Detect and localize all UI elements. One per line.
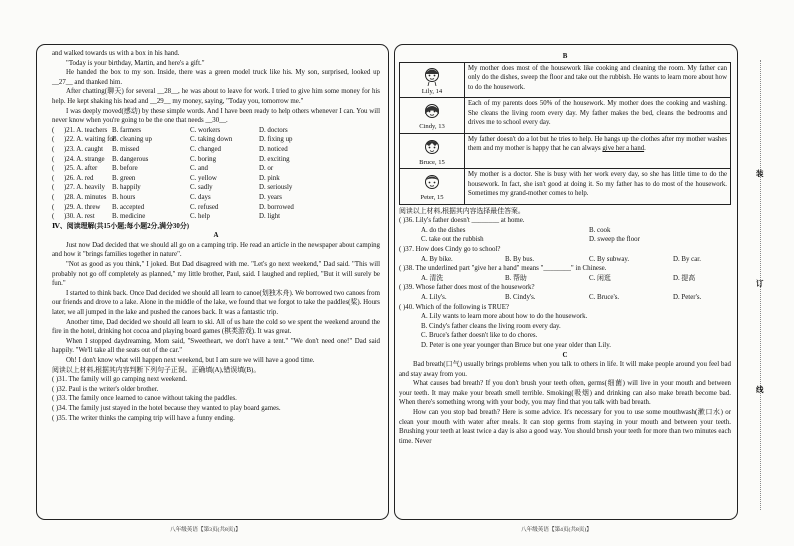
mc-options: A. 清洗 B. 帮助 C. 闲逛 D. 提高 (421, 274, 696, 282)
passage-paragraph: Another time, Dad decided we should all learn to ski. All of us hate the cold so we spent the weekend around the fire in the hotel, drinking hot cocoa and playing board games (棋类游戏). It was great. (52, 318, 380, 336)
person-cell (400, 133, 465, 169)
person-text: My mother is a doctor. She is busy with her work every day, so she has little time to do the housework. In fact, she isn't good at doing it. So my father has to do most of the housework. Sometimes my grand-mother comes to help. (465, 169, 731, 205)
person-name: Cindy, 13 (419, 123, 445, 131)
cloze-paragraph: He handed the box to my son. Inside, there was a green model truck like his. My son, surprised, looked up __27__ and thanked him. (52, 69, 380, 86)
choice-row: ( )21. A. teachers B. farmers C. workers D. doctors (52, 126, 288, 134)
binding-margin-char: 线 (756, 385, 764, 394)
passage-paragraph: Bad breath(口气) usually brings problems when you talk to others in life. It will make people around you feel bad and stay away from you. (399, 361, 731, 378)
binding-margin-char: 装 (756, 169, 764, 178)
person-text: Each of my parents does 50% of the housework. My mother does the cooking and washing. She cleans the living room every day. My father makes the bed, cleans the bedrooms and drives me to school every day. (465, 98, 731, 134)
mc-question: ( )38. The underlined part "give her a hand" means "________" in Chinese. (399, 265, 607, 273)
person-name: Peter, 15 (420, 194, 444, 202)
person-cell (400, 98, 465, 134)
passage-paragraph: Just now Dad decided that we should all go on a camping trip. He read an article in the newspaper about camping and how it "brings families together in nature". (52, 241, 380, 259)
person-cell (400, 62, 465, 98)
choice-row: ( )22. A. waiting for B. cleaning up C. taking down D. fixing up (52, 136, 293, 144)
cloze-paragraph: and walked towards us with a box in his hand. (52, 50, 180, 57)
person-name: Bruce, 15 (419, 158, 445, 166)
choice-row: ( )26. A. red B. green C. yellow D. pink (52, 174, 280, 182)
passage-label: C (562, 351, 568, 359)
question-instruction: 阅读以上材料,根据其内容判断下列句子正误。正确填(A),错误填(B)。 (52, 366, 261, 374)
mc-question: ( )39. Whose father does most of the housework? (399, 284, 535, 292)
person-text: My father doesn't do a lot but he tries to help. He hangs up the clothes after my mother washes them and my mother is happy that he can always give her a hand. (465, 133, 731, 169)
cloze-paragraph: After chatting(聊天) for several __28__, he was about to leave for work. I tried to give him some money for his help. He kept shaking his head and __29__ my money, saying, "Today you, tomorrow me." (52, 88, 380, 105)
girl-face-icon (421, 101, 443, 121)
passage-paragraph: I started to think back. Once Dad decided we should all learn to canoe(划独木舟). We borrowed two canoes from our friends and drove to a lake. Alone in the middle of the lake, we found that we forgot to take the paddles(桨). Hours later, we all jumped in the lake and pushed the canoes back. It was a fantastic trip. (52, 289, 380, 317)
person-text: My mother does most of the housework like cooking and cleaning the room. My father can only do the dishes, sweep the floor and take out the rubbish. He wants to learn more about how to do the housework. (465, 62, 731, 98)
table-row (400, 133, 731, 169)
mc-options: A. By bike. B. By bus. C. By subway. D. By car. (421, 255, 701, 263)
mc-options: A. do the dishes B. cook C. take out the rubbish D. sweep the floor (421, 226, 640, 244)
passage-paragraph: How can you stop bad breath? Here is some advice. It's necessary for you to use some mouthwash(漱口水) or clean your mouth with water after meals. It can stop germs from staying in your mouth and between your teeth. Brushing your teeth at least twice a day is also a good way. You should brush your teeth for more than two minutes each time. Never (399, 409, 731, 445)
choice-row: ( )29. A. threw B. accepted C. refused D. borrowed (52, 203, 294, 211)
question-instruction: 阅读以上材料,根据其内容选择最佳答案。 (399, 207, 525, 215)
choice-row: ( )30. A. rest B. medicine C. help D. light (52, 213, 281, 221)
underlined-phrase: give her a hand (602, 145, 645, 153)
tf-question: ( )31. The family will go camping next weekend. (52, 376, 187, 384)
boy-face-icon (421, 172, 443, 192)
mc-question: ( )37. How does Cindy go to school? (399, 245, 501, 253)
person-cell (400, 169, 465, 205)
passage-paragraph: "Not as good as you think," I joked. But Dad disagreed with me. "Let's go next weekend," Dad said. "This will probably not go off completely as planned," my little brother, Paul, said. I laughed and replied, "But it will surely be fun." (52, 261, 380, 288)
choice-row: ( )28. A. minutes B. hours C. days D. years (52, 193, 282, 201)
tf-question: ( )34. The family just stayed in the hotel because they wanted to play board games. (52, 404, 281, 412)
table-row (400, 98, 731, 134)
binding-margin-char: 订 (756, 279, 764, 288)
left-column (52, 49, 380, 423)
tf-question: ( )35. The writer thinks the camping trip will have a funny ending. (52, 414, 235, 422)
boy-face-icon (421, 137, 443, 157)
right-column (399, 52, 731, 446)
cloze-paragraph: I was deeply moved(感动) by these simple words. And I have been ready to help others whenever I can. You will never know when you're going to be the one that needs __30__. (52, 107, 380, 125)
page-footer: 八年级英语【第3页(共8页)】 (170, 527, 241, 533)
cloze-paragraph: "Today is your birthday, Martin, and here's a gift." (66, 59, 205, 67)
page-footer: 八年级英语【第4页(共8页)】 (521, 527, 592, 533)
table-row (400, 169, 731, 205)
passage-paragraph: What causes bad breath? If you don't brush your teeth often, germs(细菌) will live in your mouth and between your teeth. It may make your breath smell terrible. Smoking(吸烟) and drinking can also make breath become bad. When there's something wrong with your body, you may find that you talk with bad breath. (399, 380, 731, 407)
mc-options: A. Lily wants to learn more about how to do the housework. B. Cindy's father cleans the living room every day. C. Bruce's father doesn't like to do chores. D. Peter is one year younger than Bruce but one year older than Lily. (421, 313, 611, 349)
passage-paragraph: Oh! I don't know what will happen next weekend, but I am sure we will have a good time. (66, 357, 315, 364)
person-name: Lily, 14 (421, 87, 443, 95)
tf-question: ( )33. The family once learned to canoe without taking the paddles. (52, 395, 237, 403)
passage-label: B (562, 53, 568, 60)
choice-row: ( )27. A. heavily B. happily C. sadly D. seriously (52, 184, 293, 192)
passage-label: A (213, 232, 219, 240)
passage-paragraph: When I stopped daydreaming, Mom said, "Sweetheart, we don't have a tent." "We don't need one!" Dad said happily. "We'll take all the seats out of the car." (52, 337, 380, 355)
mc-options: A. Lily's. B. Cindy's. C. Bruce's. D. Peter's. (421, 293, 702, 301)
housework-table (399, 62, 731, 205)
choice-row: ( )23. A. caught B. missed C. changed D. noticed (52, 145, 288, 153)
girl-face-icon (421, 66, 443, 86)
mc-question: ( )36. Lily's father doesn't ________ at home. (399, 217, 525, 225)
choice-row: ( )24. A. strange B. dangerous C. boring D. exciting (52, 155, 290, 163)
tf-question: ( )32. Paul is the writer's older brother. (52, 385, 159, 393)
choice-row: ( )25. A. after B. before C. and D. or (52, 165, 274, 173)
mc-question: ( )40. Which of the following is TRUE? (399, 303, 509, 311)
cloze-choices (52, 126, 380, 222)
section-heading: Ⅳ、阅读理解(共15小题;每小题2分,满分30分) (52, 222, 190, 230)
table-row (400, 62, 731, 98)
